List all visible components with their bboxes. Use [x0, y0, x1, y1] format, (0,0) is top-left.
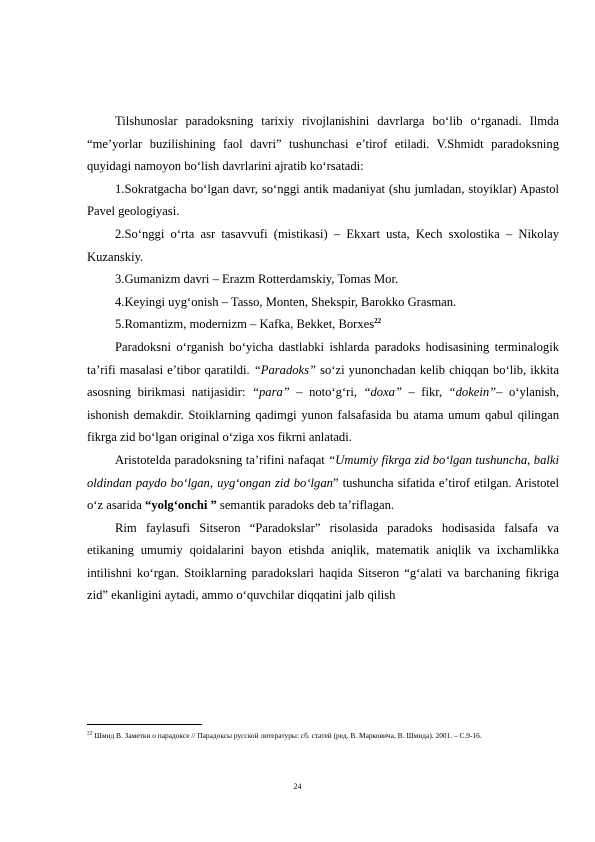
- bold-term: “yolg‘onchi ”: [145, 498, 217, 513]
- footnote: [87, 730, 559, 742]
- list-item-5: [87, 313, 559, 336]
- paragraph-intro: Tilshunoslar paradoksning tarixiy rivojlanishini davrlarga bo‘lib o‘rganadi. Ilmda “me’yorlar buzilishining faol davri” tushunchasi e’tirof etiladi. V.Shmidt paradoksning quyidagi namoyon bo‘lish davrlarini ajratib ko‘rsatadi:: [87, 114, 559, 174]
- text-run: Aristotelda paradoksning ta’rifini nafaqat: [115, 452, 329, 467]
- text-run: – o‘ylanish, ishonish demakdir. Stoiklarning qadimgi yunon falsafasida bu atama umum qabul qilingan fikrga zid bo‘lgan original o‘ziga xos fikrni anlatadi.: [87, 385, 559, 445]
- italic-quote: “Umumiy fikrga zid bo‘lgan tushuncha, balki oldindan paydo bo‘lgan, uyg‘ongan zid bo‘lgan: [87, 452, 559, 490]
- body-text: [87, 110, 559, 607]
- paragraph-cicero: Rim faylasufi Sitseron “Paradokslar” risolasida paradoks hodisasida falsafa va etikaning umumiy qoidalarini bayon etishda aniqlik, matematik aniqlik va ixchamlikka intilishni ko‘rgan. Stoiklarning paradokslari haqida Sitseron “g‘alati va barchaning fikriga zid” ekanligini aytadi, ammo o‘quvchilar diqqatini jalb qilish: [87, 520, 559, 603]
- footnote-reference: 22: [374, 317, 382, 326]
- text-run: semantik paradoks deb ta’riflagan.: [216, 498, 395, 513]
- text-run: ” tushuncha sifatida e’tirof etilgan. Aristotel o‘z asarida: [87, 475, 559, 513]
- list-item-2: 2.So‘nggi o‘rta asr tasavvufi (mistikasi) – Ekxart usta, Kech sxolostika – Nikolay Kuzanskiy.: [87, 226, 559, 264]
- paragraph-definition: [87, 336, 559, 449]
- italic-term: “doxa”: [363, 385, 402, 400]
- footnote-divider: [87, 724, 202, 725]
- footnote-text: Шмид В. Заметки о парадоксе // Парадоксы русской литературы: сб. статей (ред. В. Марковича, В. Шмида). 2001. – С.9-16.: [94, 731, 482, 740]
- page-number: 24: [293, 782, 302, 791]
- text-run: so‘zi yunonchadan kelib chiqqan bo‘lib, ikkita asosning birikmasi natijasidir:: [87, 362, 559, 400]
- text-run: – fikr,: [401, 385, 449, 400]
- italic-term: “Paradoks”: [253, 362, 317, 377]
- list-item-3: 3.Gumanizm davri – Erazm Rotterdamskiy, Tomas Mor.: [115, 272, 399, 287]
- text-run: – noto‘g‘ri,: [289, 385, 364, 400]
- paragraph-aristotle: [87, 449, 559, 517]
- italic-term: “para”: [251, 385, 290, 400]
- italic-term: “dokein”: [448, 385, 497, 400]
- footnote-mark: 22: [87, 730, 93, 737]
- text-run: Paradoksni o‘rganish bo‘yicha dastlabki ishlarda paradoks hodisasining terminalogik ta’rifi masalasi e’tibor qaratildi.: [87, 339, 559, 377]
- list-item-4: 4.Keyingi uyg‘onish – Tasso, Monten, Shekspir, Barokko Grasman.: [115, 294, 457, 309]
- list-item-1: 1.Sokratgacha bo‘lgan davr, so‘nggi antik madaniyat (shu jumladan, stoyiklar) Apastol Pavel geologiyasi.: [87, 181, 559, 219]
- list-item-5-text: 5.Romantizm, modernizm – Kafka, Bekket, Borxes: [115, 317, 375, 332]
